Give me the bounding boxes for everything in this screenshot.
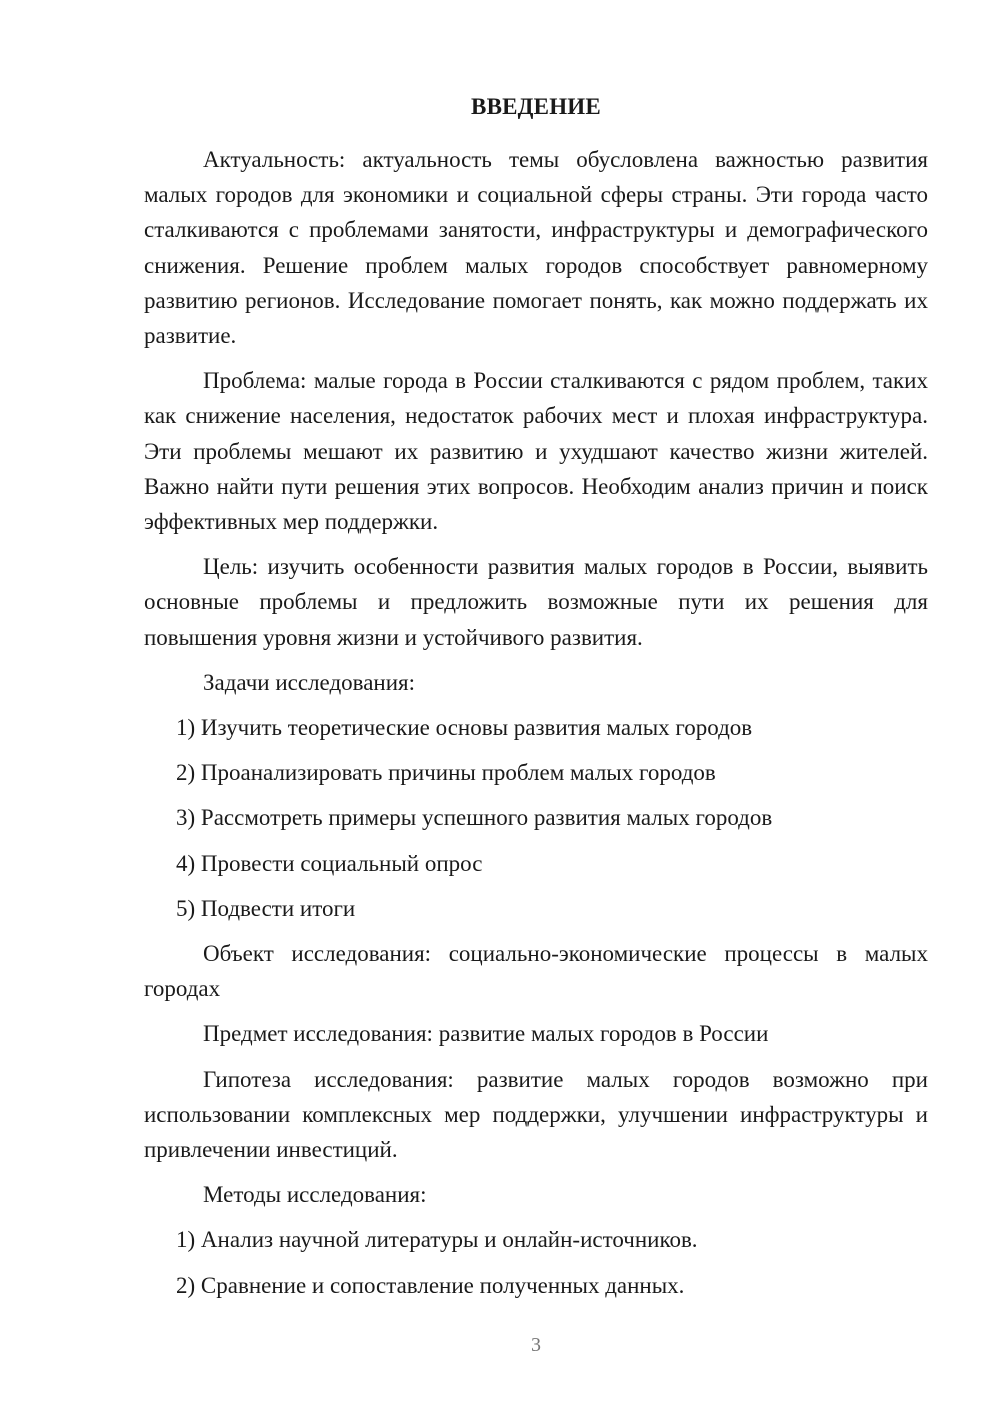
- paragraph-hypothesis: Гипотеза исследования: развитие малых городов возможно при использовании комплексных мер поддержки, улучшении инфраструктуры и привлечении инвестиций.: [144, 1066, 928, 1163]
- page-number: 3: [531, 1334, 541, 1356]
- task-item-5: 5) Подвести итоги: [176, 895, 356, 921]
- task-item-2: 2) Проанализировать причины проблем малых городов: [176, 760, 716, 786]
- paragraph-goal: Цель: изучить особенности развития малых городов в России, выявить основные проблемы и предложить возможные пути их решения для повышения уровня жизни и устойчивого развития.: [144, 554, 928, 650]
- paragraph-problem: Проблема: малые города в России сталкиваются с рядом проблем, таких как снижение населения, недостаток рабочих мест и плохая инфраструктура. Эти проблемы мешают их развитию и ухудшают качество жизни жителей. Важно найти пути решения этих вопросов. Необходим анализ причин и поиск эффективных мер поддержки.: [144, 368, 928, 535]
- task-item-4: 4) Провести социальный опрос: [176, 850, 483, 876]
- task-item-1: 1) Изучить теоретические основы развития малых городов: [176, 715, 753, 741]
- document-body: [144, 142, 928, 1313]
- paragraph-object: Объект исследования: социально-экономические процессы в малых городах: [144, 941, 928, 1002]
- tasks-heading: Задачи исследования:: [203, 669, 416, 695]
- method-item-2: 2) Сравнение и сопоставление полученных данных.: [176, 1272, 685, 1298]
- task-item-3: 3) Рассмотреть примеры успешного развития малых городов: [176, 805, 773, 831]
- method-item-1: 1) Анализ научной литературы и онлайн-источников.: [176, 1227, 698, 1253]
- page-title: ВВЕДЕНИЕ: [471, 94, 601, 119]
- methods-heading: Методы исследования:: [203, 1182, 427, 1208]
- paragraph-relevance: Актуальность: актуальность темы обусловлена важностью развития малых городов для экономики и социальной сферы страны. Эти города часто сталкиваются с проблемами занятости, инфраструктуры и демографического снижения. Решение проблем малых городов способствует равномерному развитию регионов. Исследование помогает понять, как можно поддержать их развитие.: [144, 147, 928, 349]
- paragraph-subject: Предмет исследования: развитие малых городов в России: [203, 1021, 769, 1047]
